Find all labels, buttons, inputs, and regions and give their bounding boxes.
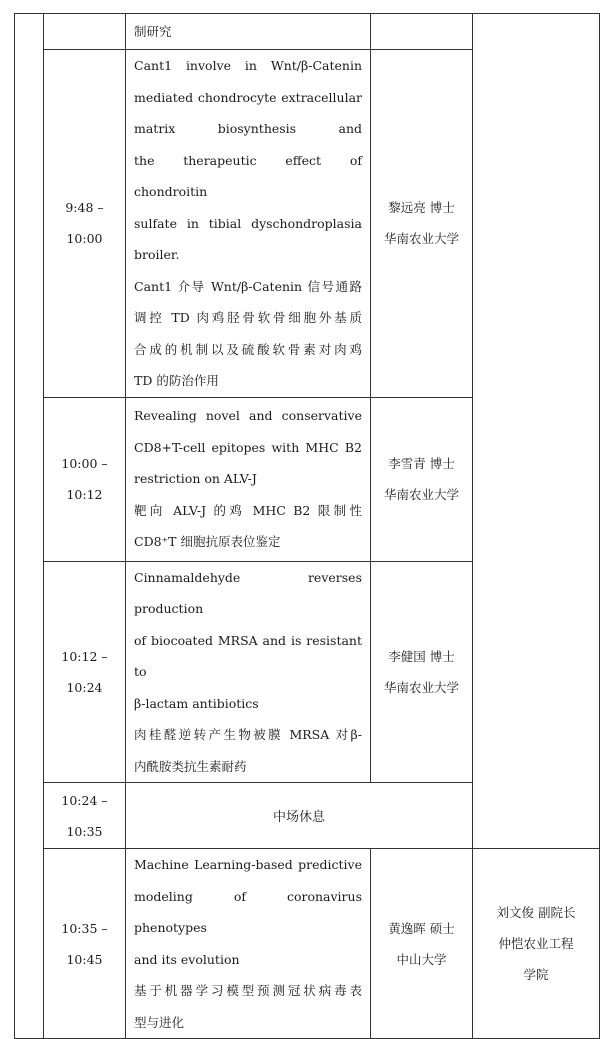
title-zh-line: TD 的防治作用 <box>134 373 219 388</box>
talk-title-cell <box>126 397 371 561</box>
speaker-affiliation: 中山大学 <box>396 951 447 967</box>
speaker-name: 黄逸晖 硕士 <box>388 920 455 936</box>
title-zh-line: 内酰胺类抗生素耐药 <box>134 758 247 774</box>
session-column-cell <box>15 14 44 1039</box>
speaker-affiliation: 华南农业大学 <box>383 487 459 502</box>
title-en-line: broiler. <box>134 247 180 262</box>
break-label: 中场休息 <box>272 810 325 825</box>
title-zh-line: 肉桂醛逆转产生物被膜 MRSA 对β- <box>134 727 362 742</box>
title-zh-line: 靶向 ALV-J 的鸡 MHC B2 限制性 <box>134 502 362 518</box>
speaker-cell <box>371 14 473 50</box>
title-en-line: Cant1 involve in Wnt/β-Catenin <box>134 58 362 73</box>
time-cell <box>44 397 126 561</box>
schedule-table <box>14 13 600 1039</box>
time-cell <box>44 14 126 50</box>
time-cell <box>44 849 126 1039</box>
time-start: 10:35 – <box>61 920 108 936</box>
title-en-line: mediated chondrocyte extracellular <box>134 89 362 105</box>
title-zh-line: 基于机器学习模型预测冠状病毒表 <box>134 983 362 998</box>
title-zh-line: Cant1 介导 Wnt/β-Catenin 信号通路 <box>134 278 362 294</box>
time-end: 10:12 <box>66 487 103 502</box>
table-row-continuation <box>15 14 600 50</box>
title-en-line: modeling of coronavirus phenotypes <box>134 888 362 935</box>
speaker-name: 黎远亮 博士 <box>388 200 455 216</box>
title-zh-line: 调控 TD 肉鸡胫骨软骨细胞外基质 <box>134 310 362 325</box>
break-label-cell <box>126 783 473 849</box>
title-en-line: CD8+T-cell epitopes with MHC B2 <box>134 439 362 455</box>
speaker-cell <box>371 50 473 398</box>
title-zh-line: 型与进化 <box>134 1014 185 1030</box>
table-row-talk <box>15 849 600 1039</box>
chair-affiliation: 仲恺农业工程 <box>498 936 574 951</box>
time-start: 10:24 – <box>61 792 108 808</box>
title-en-line: sulfate in tibial dyschondroplasia <box>134 215 362 231</box>
title-en-line: restriction on ALV-J <box>134 471 257 487</box>
chair-name: 刘文俊 副院长 <box>496 905 576 920</box>
time-end: 10:24 <box>66 679 103 695</box>
speaker-name: 李健国 博士 <box>388 648 455 664</box>
speaker-cell <box>371 397 473 561</box>
speaker-affiliation: 华南农业大学 <box>383 231 459 247</box>
time-cell <box>44 561 126 783</box>
time-cell <box>44 783 126 849</box>
chair-cell <box>473 849 600 1039</box>
title-zh-line: 合成的机制以及硫酸软骨素对肉鸡 <box>134 341 362 357</box>
speaker-name: 李雪青 博士 <box>388 456 455 471</box>
time-end: 10:00 <box>66 231 103 247</box>
speaker-affiliation: 华南农业大学 <box>383 679 459 695</box>
title-en-line: matrix biosynthesis and <box>134 121 362 136</box>
time-end: 10:45 <box>66 951 103 967</box>
speaker-cell <box>371 561 473 783</box>
title-en-line: Cinnamaldehyde reverses production <box>134 569 362 616</box>
title-continuation: 制研究 <box>134 23 172 39</box>
title-zh-line: CD8⁺T 细胞抗原表位鉴定 <box>134 534 281 550</box>
title-en-line: the therapeutic effect of chondroitin <box>134 152 362 199</box>
title-en-line: Revealing novel and conservative <box>134 408 362 424</box>
talk-title-cell <box>126 561 371 783</box>
talk-title-cell <box>126 50 371 398</box>
time-cell <box>44 50 126 398</box>
talk-title-cell <box>126 14 371 50</box>
talk-title-cell <box>126 849 371 1039</box>
chair-cell-upper <box>473 14 600 849</box>
title-en-line: of biocoated MRSA and is resistant to <box>134 632 362 679</box>
time-end: 10:35 <box>66 823 103 839</box>
title-en-line: β-lactam antibiotics <box>134 695 259 711</box>
time-start: 10:00 – <box>61 456 108 471</box>
chair-affiliation: 学院 <box>523 967 549 982</box>
title-en-line: and its evolution <box>134 951 240 967</box>
time-start: 10:12 – <box>61 648 108 664</box>
time-start: 9:48 – <box>65 200 104 216</box>
title-en-line: Machine Learning-based predictive <box>134 857 362 872</box>
speaker-cell <box>371 849 473 1039</box>
